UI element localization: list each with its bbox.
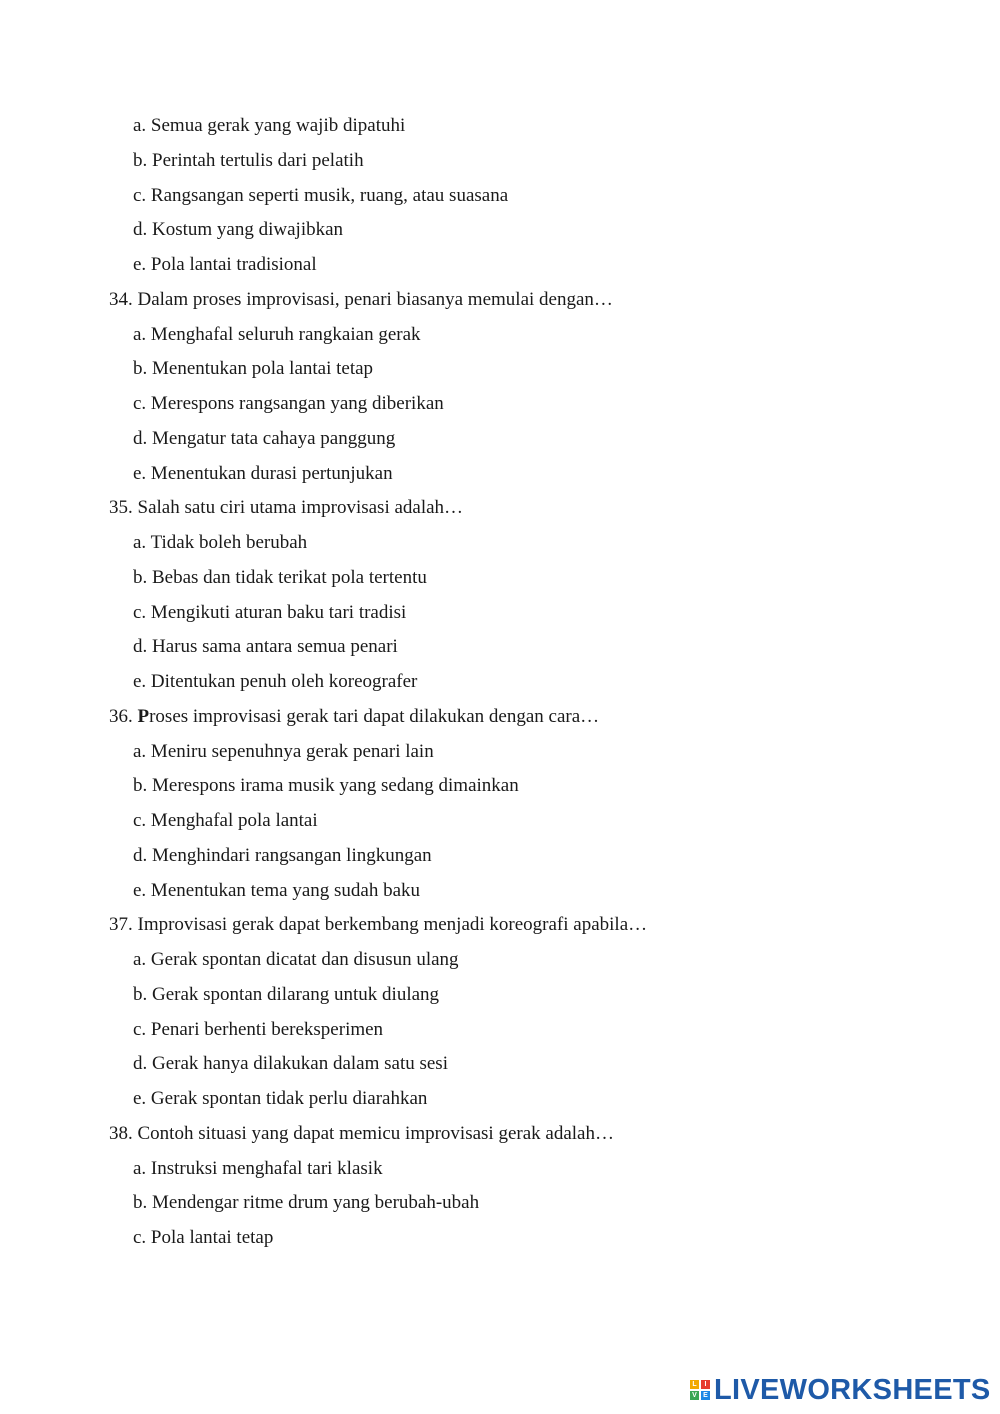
- question-text: 34. Dalam proses improvisasi, penari biasanya memulai dengan…: [109, 288, 613, 310]
- answer-option: b. Bebas dan tidak terikat pola tertentu: [133, 566, 427, 588]
- question-first-letter: P: [137, 705, 150, 727]
- answer-option: d. Harus sama antara semua penari: [133, 636, 398, 658]
- answer-option: a. Tidak boleh berubah: [133, 532, 308, 553]
- logo-text: LIVEWORKSHEETS: [714, 1373, 991, 1406]
- answer-option: a. Instruksi menghafal tari klasik: [133, 1157, 383, 1179]
- answer-option: d. Kostum yang diwajibkan: [133, 219, 344, 241]
- liveworksheets-mark-icon: [690, 1380, 710, 1400]
- worksheet-content: [0, 109, 1000, 1256]
- logo-mark-cell: V: [690, 1391, 699, 1400]
- answer-option: b. Merespons irama musik yang sedang dimainkan: [133, 775, 519, 797]
- answer-option: c. Mengikuti aturan baku tari tradisi: [133, 601, 407, 623]
- answer-option: a. Semua gerak yang wajib dipatuhi: [133, 115, 406, 136]
- answer-option: b. Gerak spontan dilarang untuk diulang: [133, 983, 440, 1005]
- question-text: 35. Salah satu ciri utama improvisasi adalah…: [109, 497, 464, 519]
- answer-option: c. Pola lantai tetap: [133, 1227, 274, 1248]
- answer-option: b. Perintah tertulis dari pelatih: [133, 149, 364, 171]
- answer-option: b. Mendengar ritme drum yang berubah-ubah: [133, 1192, 480, 1214]
- logo-mark-cell: E: [701, 1391, 710, 1400]
- answer-option: e. Menentukan durasi pertunjukan: [133, 462, 393, 484]
- answer-option: e. Gerak spontan tidak perlu diarahkan: [133, 1088, 428, 1109]
- answer-option: b. Menentukan pola lantai tetap: [133, 358, 374, 380]
- question-rest: roses improvisasi gerak tari dapat dilakukan dengan cara…: [149, 705, 600, 727]
- answer-option: c. Merespons rangsangan yang diberikan: [133, 393, 444, 414]
- question-text: 38. Contoh situasi yang dapat memicu improvisasi gerak adalah…: [109, 1122, 614, 1144]
- answer-option: a. Menghafal seluruh rangkaian gerak: [133, 323, 421, 345]
- question-number: 36.: [109, 705, 138, 727]
- answer-option: d. Gerak hanya dilakukan dalam satu sesi: [133, 1053, 448, 1075]
- question-text: 37. Improvisasi gerak dapat berkembang menjadi koreografi apabila…: [109, 914, 648, 936]
- question-text: [0, 700, 1000, 735]
- logo-mark-cell: I: [701, 1380, 710, 1389]
- answer-option: c. Penari berhenti bereksperimen: [133, 1018, 384, 1040]
- answer-option: c. Rangsangan seperti musik, ruang, atau suasana: [133, 184, 509, 206]
- answer-option: a. Gerak spontan dicatat dan disusun ulang: [133, 949, 459, 970]
- answer-option: a. Meniru sepenuhnya gerak penari lain: [133, 740, 434, 762]
- answer-option: e. Menentukan tema yang sudah baku: [133, 879, 421, 901]
- liveworksheets-logo[interactable]: [690, 1374, 991, 1406]
- answer-option: e. Pola lantai tradisional: [133, 254, 317, 275]
- answer-option: c. Menghafal pola lantai: [133, 810, 318, 831]
- answer-option: d. Menghindari rangsangan lingkungan: [133, 844, 432, 866]
- logo-mark-cell: L: [690, 1380, 699, 1389]
- answer-option: e. Ditentukan penuh oleh koreografer: [133, 671, 418, 692]
- answer-option: d. Mengatur tata cahaya panggung: [133, 427, 396, 449]
